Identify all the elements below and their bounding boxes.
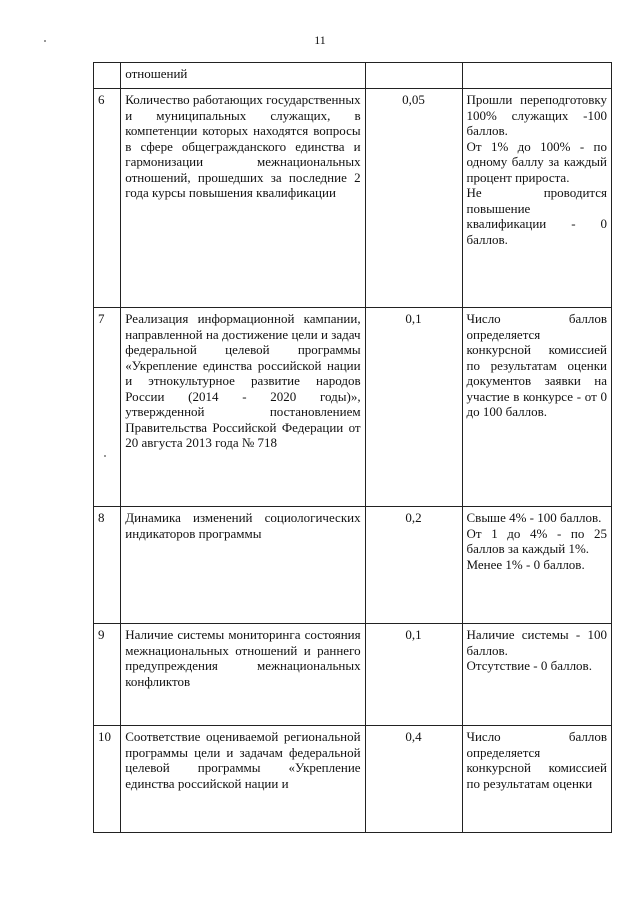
scoring-method-line: Не проводится повышение квалификации - 0 баллов.: [466, 185, 607, 247]
row-number-cell: 8: [94, 507, 121, 624]
row-number-cell: 10: [94, 726, 121, 833]
row-number-cell: 7: [94, 308, 121, 507]
row-number-cell: [94, 63, 121, 89]
weight-cell: 0,05: [365, 89, 462, 308]
weight-cell: [365, 63, 462, 89]
scoring-method-line: Число баллов определяется конкурсной комиссией по результатам оценки документов заявки на участие в конкурсе - от 0 до 100 баллов.: [466, 311, 607, 419]
scan-speck: [44, 40, 46, 42]
criteria-table: [93, 62, 612, 833]
scoring-method-cell: [462, 63, 611, 89]
scoring-method-line: Наличие системы - 100 баллов.: [466, 627, 607, 658]
criterion-name-cell: Динамика изменений социологических индикаторов программы: [121, 507, 365, 624]
scoring-method-line: От 1 до 4% - по 25 баллов за каждый 1%.: [466, 525, 607, 556]
scoring-method-line: Свыше 4% - 100 баллов.: [466, 510, 602, 525]
table-row-carryover: [94, 63, 612, 89]
page-number: 11: [314, 33, 326, 47]
weight-cell: 0,4: [365, 726, 462, 833]
scoring-method-cell: [462, 507, 611, 624]
weight-cell: 0,2: [365, 507, 462, 624]
scan-speck: [104, 455, 106, 457]
scoring-method-cell: [462, 624, 611, 726]
scoring-method-cell: [462, 89, 611, 308]
criterion-name-cell: Количество работающих государственных и муниципальных служащих, в компетенции которых находятся вопросы в сфере общегражданского единства и гармонизации межнациональных отношений, прошедших за последние 2 года курсы повышения квалификации: [121, 89, 365, 308]
criterion-name-cell: Соответствие оцениваемой региональной программы цели и задачам федеральной целевой программы «Укрепление единства российской нации и: [121, 726, 365, 833]
scoring-method-cell: [462, 308, 611, 507]
weight-cell: 0,1: [365, 308, 462, 507]
scoring-method-line: От 1% до 100% - по одному баллу за каждый процент прироста.: [466, 138, 607, 185]
scoring-method-line: Менее 1% - 0 баллов.: [466, 556, 585, 572]
row-number-cell: 6: [94, 89, 121, 308]
criterion-name-cell: Реализация информационной кампании, направленной на достижение цели и задач федеральной целевой программы «Укрепление единства российской нации и этнокультурное развитие народов России (2014 - 2020 годы)», утвержденной постановлением Правительства Российской Федерации от 20 августа 2013 года № 718: [121, 308, 365, 507]
scoring-method-line: Число баллов определяется конкурсной комиссией по результатам оценки: [466, 729, 607, 791]
row-number-cell: 9: [94, 624, 121, 726]
table-row: [94, 308, 612, 507]
table-row: [94, 89, 612, 308]
scoring-method-line: Отсутствие - 0 баллов.: [466, 658, 592, 673]
scoring-method-cell: [462, 726, 611, 833]
table-row: [94, 726, 612, 833]
table-row: [94, 507, 612, 624]
criterion-name-cell: отношений: [121, 63, 365, 89]
criterion-name-cell: Наличие системы мониторинга состояния межнациональных отношений и раннего предупреждения межнациональных конфликтов: [121, 624, 365, 726]
scoring-method-line: Прошли переподготовку 100% служащих -100 баллов.: [466, 92, 607, 138]
weight-cell: 0,1: [365, 624, 462, 726]
table-row: [94, 624, 612, 726]
